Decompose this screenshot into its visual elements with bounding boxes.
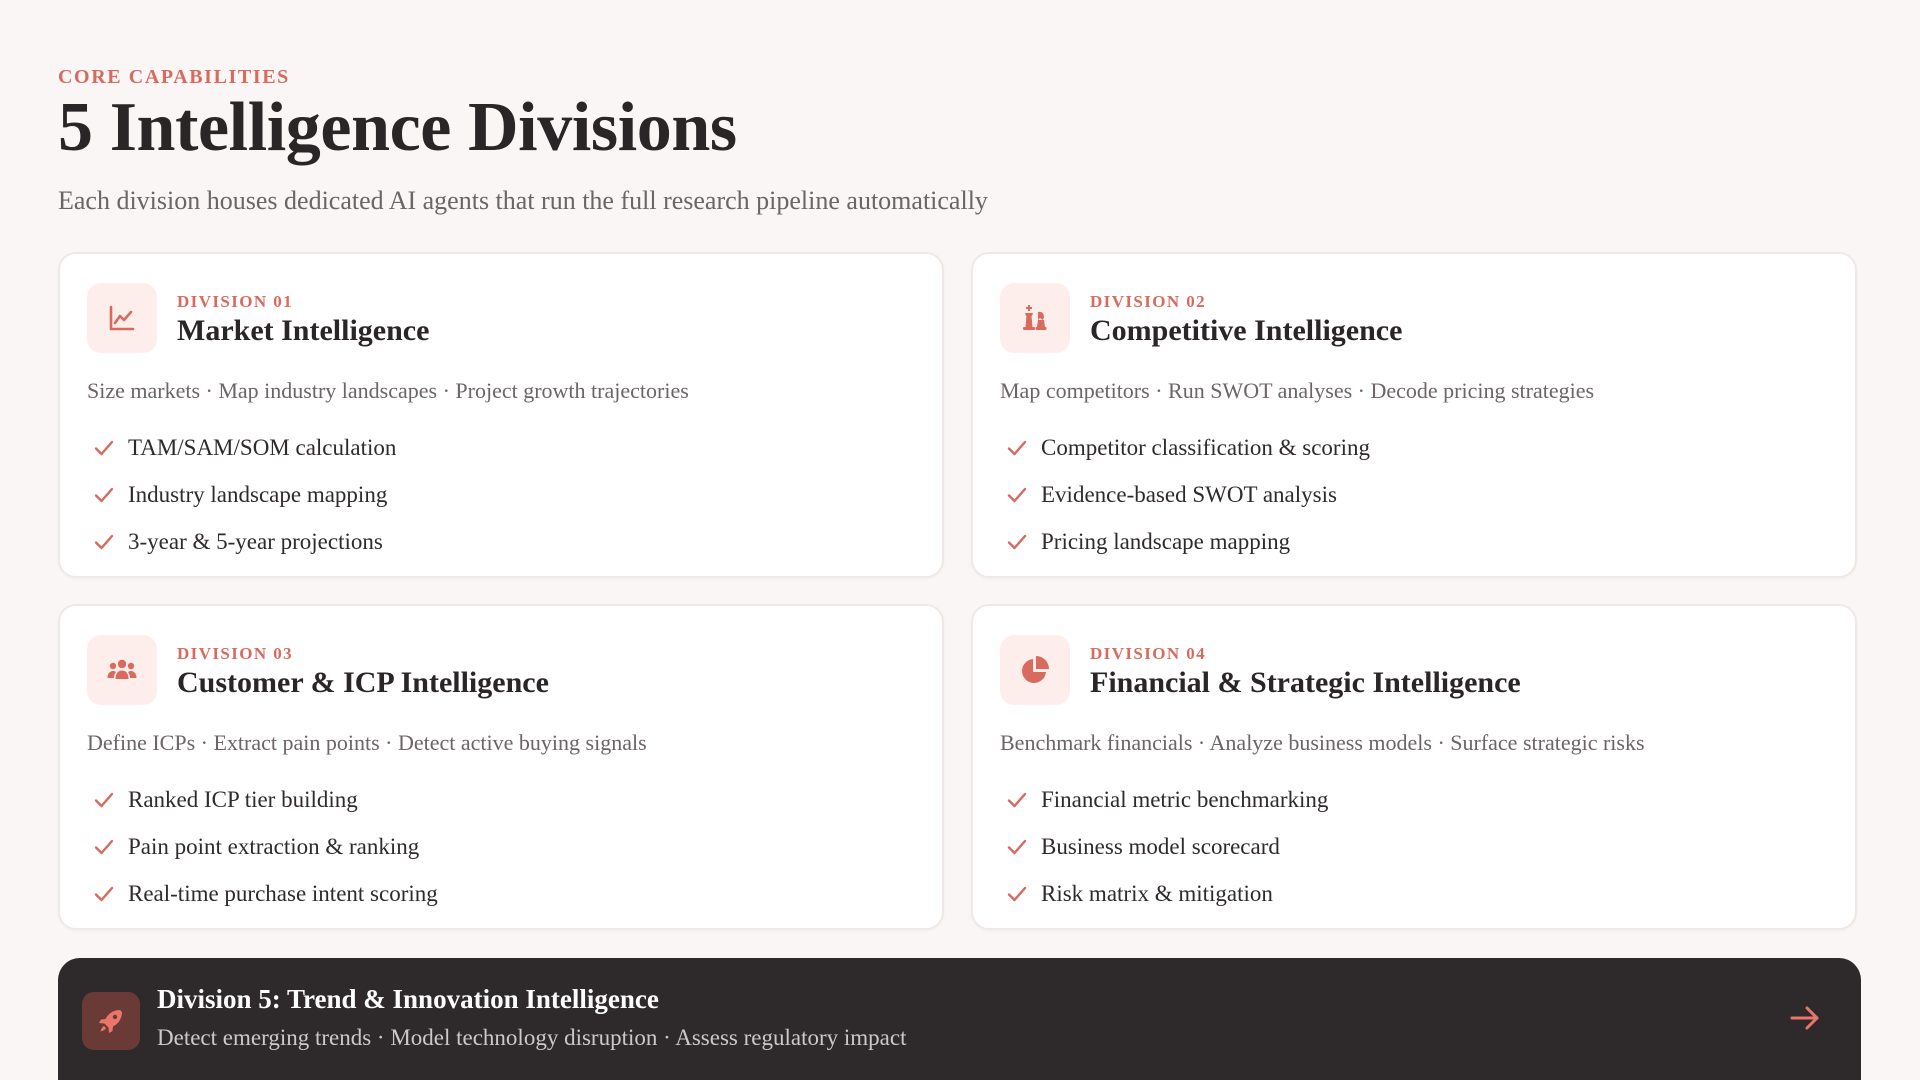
arrow-right-icon[interactable] (1787, 1000, 1823, 1036)
division-5-banner[interactable] (58, 958, 1861, 1080)
users-group-icon (87, 635, 157, 705)
division-card-market (58, 252, 944, 578)
division-card-customer (58, 604, 944, 930)
feature-item (1000, 870, 1328, 917)
feature-list (87, 424, 396, 565)
check-icon (91, 881, 117, 907)
divisions-grid (58, 252, 1861, 932)
feature-item (87, 518, 396, 565)
division-description: Benchmark financials · Analyze business models · Surface strategic risks (1000, 730, 1645, 755)
check-icon (1004, 529, 1030, 555)
feature-text: Evidence-based SWOT analysis (1041, 481, 1337, 507)
division-description: Define ICPs · Extract pain points · Detect active buying signals (87, 730, 647, 755)
check-icon (1004, 834, 1030, 860)
chess-pieces-icon (1000, 283, 1070, 353)
division-title: Customer & ICP Intelligence (177, 666, 549, 699)
feature-text: Risk matrix & mitigation (1041, 880, 1273, 906)
feature-text: Competitor classification & scoring (1041, 434, 1370, 460)
feature-text: Industry landscape mapping (128, 481, 388, 507)
division-title: Competitive Intelligence (1090, 314, 1403, 347)
feature-item (1000, 823, 1328, 870)
feature-text: 3-year & 5-year projections (128, 528, 383, 554)
feature-list (87, 776, 438, 917)
feature-item (87, 776, 438, 823)
feature-item (87, 870, 438, 917)
division-description: Size markets · Map industry landscapes · Project growth trajectories (87, 378, 689, 403)
banner-title: Division 5: Trend & Innovation Intelligence (157, 984, 659, 1014)
feature-text: Business model scorecard (1041, 833, 1280, 859)
division-label: DIVISION 02 (1090, 292, 1207, 311)
feature-item (87, 471, 396, 518)
check-icon (1004, 435, 1030, 461)
check-icon (1004, 787, 1030, 813)
rocket-icon (82, 992, 140, 1050)
division-label: DIVISION 03 (177, 644, 294, 663)
division-description: Map competitors · Run SWOT analyses · Decode pricing strategies (1000, 378, 1595, 403)
check-icon (91, 529, 117, 555)
check-icon (91, 482, 117, 508)
banner-description: Detect emerging trends · Model technology disruption · Assess regulatory impact (157, 1025, 907, 1050)
division-card-competitive (971, 252, 1857, 578)
page-title: 5 Intelligence Divisions (58, 89, 737, 166)
feature-text: Pricing landscape mapping (1041, 528, 1291, 554)
feature-text: Pain point extraction & ranking (128, 833, 420, 859)
check-icon (91, 435, 117, 461)
feature-text: Ranked ICP tier building (128, 786, 358, 812)
feature-item (1000, 518, 1370, 565)
feature-list (1000, 424, 1370, 565)
trending-chart-icon (87, 283, 157, 353)
capabilities-page (58, 0, 1861, 1080)
check-icon (1004, 482, 1030, 508)
division-title: Market Intelligence (177, 314, 430, 347)
feature-item (1000, 424, 1370, 471)
feature-item (87, 823, 438, 870)
check-icon (1004, 881, 1030, 907)
feature-item (87, 424, 396, 471)
division-card-financial (971, 604, 1857, 930)
division-label: DIVISION 04 (1090, 644, 1207, 663)
feature-text: Financial metric benchmarking (1041, 786, 1329, 812)
feature-item (1000, 776, 1328, 823)
page-subtitle: Each division houses dedicated AI agents that run the full research pipeline automatically (58, 186, 988, 215)
division-label: DIVISION 01 (177, 292, 294, 311)
check-icon (91, 787, 117, 813)
feature-text: Real-time purchase intent scoring (128, 880, 438, 906)
feature-list (1000, 776, 1328, 917)
division-title: Financial & Strategic Intelligence (1090, 666, 1521, 699)
feature-text: TAM/SAM/SOM calculation (128, 434, 397, 460)
section-eyebrow: CORE CAPABILITIES (58, 66, 290, 88)
pie-chart-icon (1000, 635, 1070, 705)
check-icon (91, 834, 117, 860)
feature-item (1000, 471, 1370, 518)
